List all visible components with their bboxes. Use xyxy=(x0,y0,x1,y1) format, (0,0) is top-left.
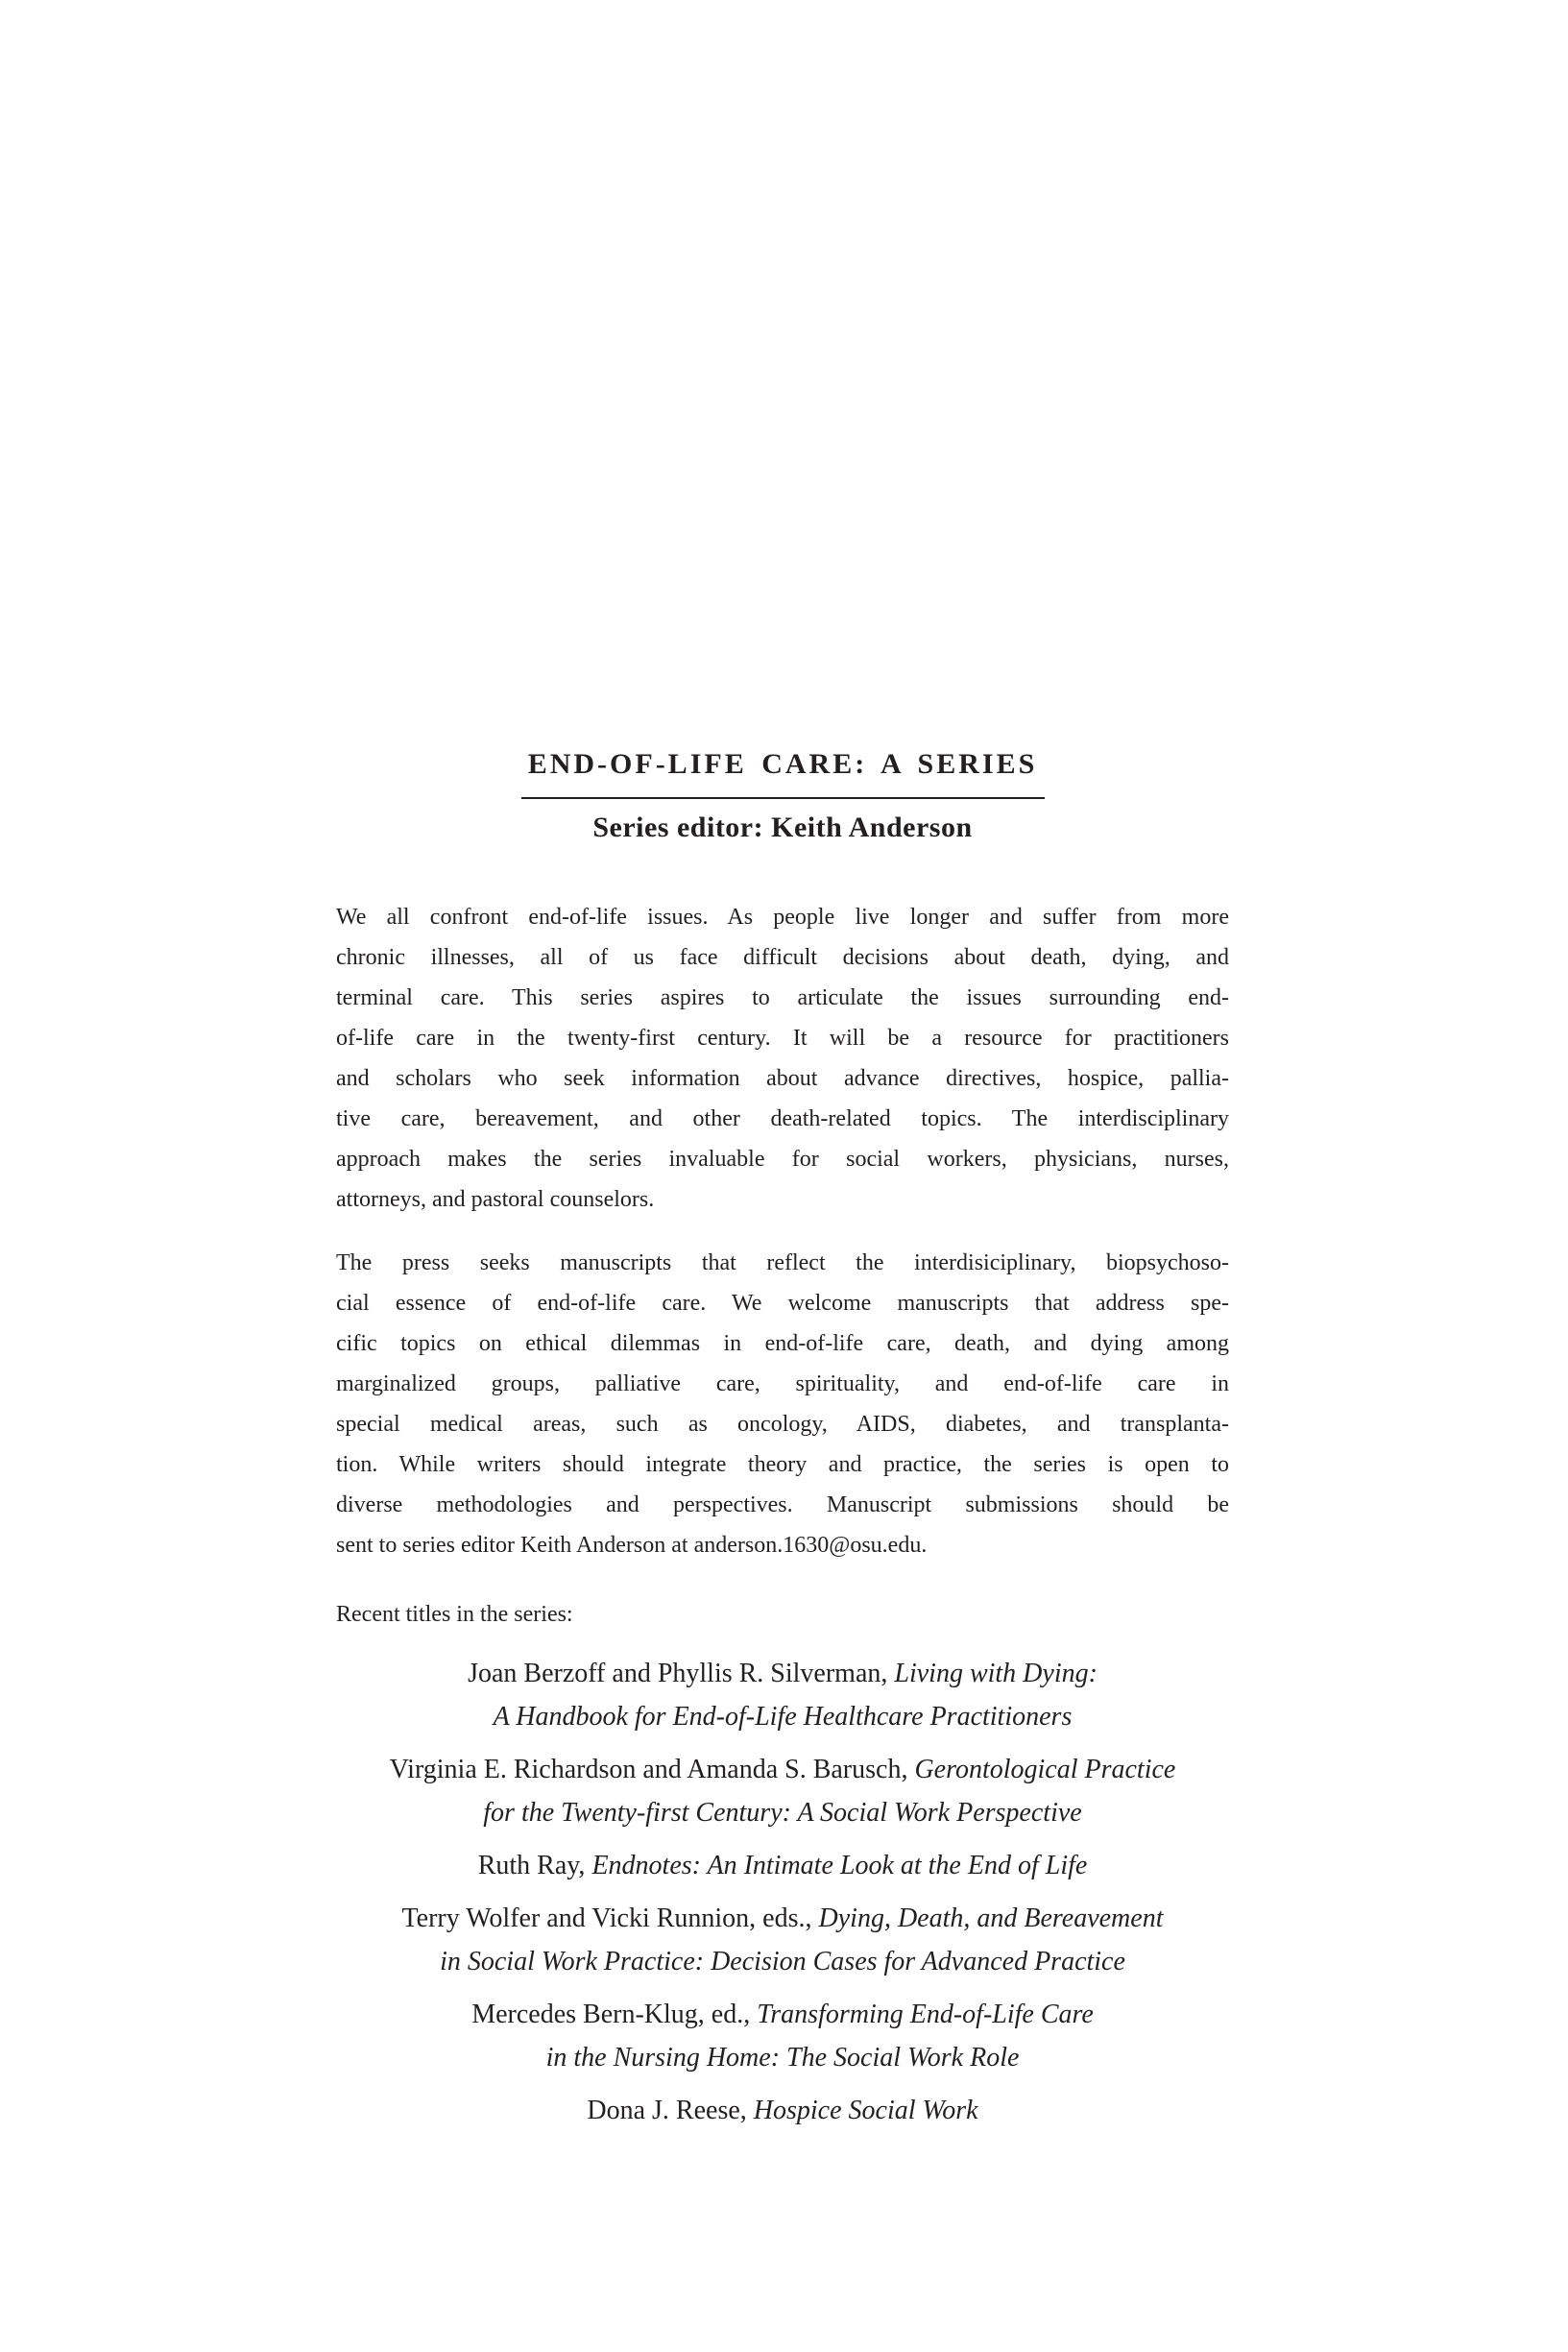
book-title-text: A Handbook for End-of-Life Healthcare Practitioners xyxy=(493,1702,1073,1732)
body-text-line: sent to series editor Keith Anderson at anderson.1630@osu.edu. xyxy=(336,1533,928,1558)
book-title-text: for the Twenty-first Century: A Social Work Perspective xyxy=(483,1798,1082,1828)
series-editor: Series editor: Keith Anderson xyxy=(592,812,973,843)
book-title-text: Hospice Social Work xyxy=(753,2096,978,2125)
author-text: Terry Wolfer and Vicki Runnion, eds., xyxy=(401,1903,819,1933)
author-text: Ruth Ray, xyxy=(477,1851,592,1880)
title-entry-line xyxy=(336,1993,1229,2036)
recent-titles-label: Recent titles in the series: xyxy=(336,1602,573,1627)
author-text: Mercedes Bern-Klug, ed., xyxy=(471,2000,758,2029)
body-text-line: attorneys, and pastoral counselors. xyxy=(336,1187,655,1212)
body-text-line: of-life care in the twenty-first century. It will be a resource for practitioners xyxy=(336,1026,1229,1051)
body-text-line: We all confront end-of-life issues. As people live longer and suffer from more xyxy=(336,905,1229,930)
title-entry xyxy=(336,1652,1229,1738)
body-text-line: chronic illnesses, all of us face difficult decisions about death, dying, and xyxy=(336,945,1229,970)
book-title-text: in Social Work Practice: Decision Cases for Advanced Practice xyxy=(440,1947,1125,1976)
author-text: Joan Berzoff and Phyllis R. Silverman, xyxy=(468,1659,895,1688)
title-rule-divider xyxy=(521,797,1045,799)
title-entry-line xyxy=(336,1897,1229,1940)
body-text-line: cial essence of end-of-life care. We welcome manuscripts that address spe- xyxy=(336,1291,1229,1316)
title-entry-line xyxy=(336,1748,1229,1791)
author-text: Virginia E. Richardson and Amanda S. Barusch, xyxy=(389,1755,915,1784)
title-entry xyxy=(336,1993,1229,2079)
body-text-line: tive care, bereavement, and other death-related topics. The interdisciplinary xyxy=(336,1106,1229,1131)
book-title-text: Endnotes: An Intimate Look at the End of Life xyxy=(591,1851,1088,1880)
title-entry xyxy=(336,1844,1229,1887)
book-title-text: Gerontological Practice xyxy=(914,1755,1176,1784)
title-entry-line xyxy=(336,2089,1229,2132)
body-text-line: cific topics on ethical dilemmas in end-of-life care, death, and dying among xyxy=(336,1331,1229,1356)
body-text-line: marginalized groups, palliative care, spirituality, and end-of-life care in xyxy=(336,1371,1229,1396)
book-title-text: in the Nursing Home: The Social Work Role xyxy=(545,2043,1020,2073)
title-entry-line xyxy=(336,2036,1229,2079)
title-entry xyxy=(336,1897,1229,1983)
recent-titles-list xyxy=(336,1652,1229,2142)
author-text: Dona J. Reese, xyxy=(587,2096,754,2125)
body-text-line: approach makes the series invaluable for social workers, physicians, nurses, xyxy=(336,1147,1229,1172)
title-entry-line xyxy=(336,1940,1229,1983)
body-text-line: tion. While writers should integrate theory and practice, the series is open to xyxy=(336,1452,1229,1477)
paragraph-series-description xyxy=(336,897,1229,1220)
book-title-text: Transforming End-of-Life Care xyxy=(757,2000,1094,2029)
body-text-line: special medical areas, such as oncology, AIDS, diabetes, and transplanta- xyxy=(336,1412,1229,1437)
series-header xyxy=(336,748,1229,844)
body-text-line: and scholars who seek information about advance directives, hospice, pallia- xyxy=(336,1066,1229,1091)
title-entry xyxy=(336,2089,1229,2132)
body-text-line: terminal care. This series aspires to articulate the issues surrounding end- xyxy=(336,985,1229,1010)
title-entry-line xyxy=(336,1652,1229,1695)
paragraph-manuscript-call xyxy=(336,1243,1229,1565)
book-title-text: Dying, Death, and Bereavement xyxy=(818,1903,1164,1933)
title-entry-line xyxy=(336,1695,1229,1738)
body-text-line: The press seeks manuscripts that reflect the interdisiciplinary, biopsychoso- xyxy=(336,1250,1229,1275)
title-entry-line xyxy=(336,1844,1229,1887)
body-text-line: diverse methodologies and perspectives. Manuscript submissions should be xyxy=(336,1492,1229,1517)
title-entry xyxy=(336,1748,1229,1834)
title-entry-line xyxy=(336,1791,1229,1834)
book-title-text: Living with Dying: xyxy=(894,1659,1098,1688)
series-title: END-OF-LIFE CARE: A SERIES xyxy=(527,748,1038,780)
